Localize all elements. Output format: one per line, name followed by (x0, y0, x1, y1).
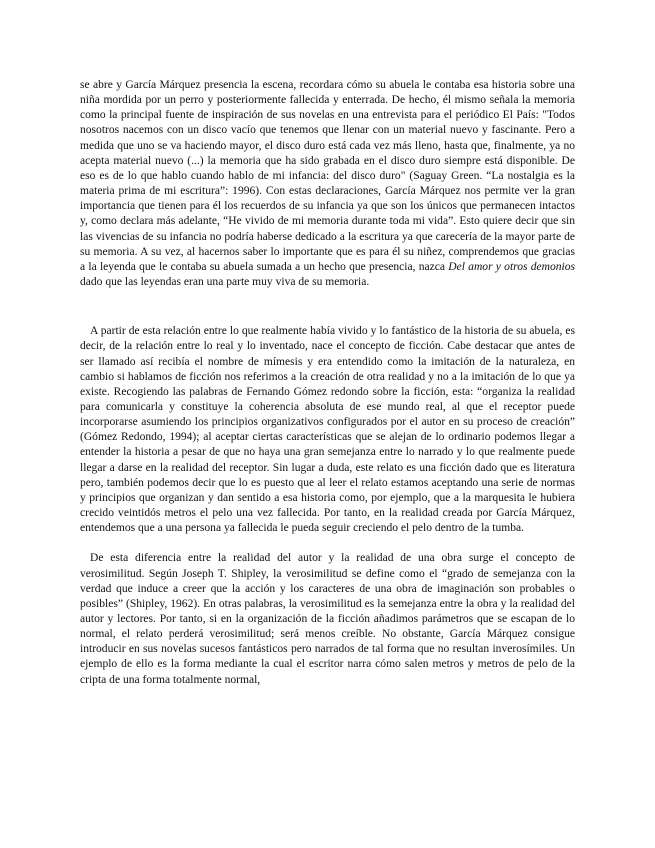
book-title: Del amor y otros demonios (448, 260, 575, 273)
paragraph-3: De esta diferencia entre la realidad del autor y la realidad de una obra surge el concepto de verosimilitud. Según Joseph T. Shipley, la verosimilitud se define como el “grado de semejanza con la verdad que induce a creer que la acción y los caracteres de una obra de imaginación son probables o posibles” (Shipley, 1962). En otras palabras, la verosimilitud es la semejanza entre la obra y la realidad del autor y lectores. Por tanto, si en la organización de la ficción añadimos parámetros que se escapan de lo normal, el relato perderá verosimilitud; será menos creíble. No obstante, García Márquez consigue introducir en sus novelas sucesos fantásticos pero narrados de tal forma que no resultan inverosímiles. Un ejemplo de ello es la forma mediante la cual el escritor narra cómo salen metros y metros de pelo de la cripta de una forma totalmente normal, (80, 552, 575, 686)
paragraph-1-text: se abre y García Márquez presencia la escena, recordara cómo su abuela le contaba esa historia sobre una niña mordida por un perro y posteriormente fallecida y enterrada. De hecho, él mismo señala la memoria como la principal fuente de inspiración de sus novelas en una entrevista para el periódico El País: "Todos nosotros nacemos con un disco vacío que tenemos que llenar con un material nuevo y fascinante. Pero a medida que uno se va haciendo mayor, el disco duro está cada vez más lleno, hasta que, finalmente, ya no acepta material nuevo (...) la memoria que ha sido grabada en el disco duro siempre está disponible. De eso es de lo que hablo cuando hablo de mi infancia: del disco duro" (Saguay Green. “La nostalgia es la materia prima de mi escritura”: 1996). Con estas declaraciones, García Márquez nos permite ver la gran importancia que tienen para él los recuerdos de su infancia ya que son los únicos que permanecen intactos y, como declara más adelante, “He vivido de mi memoria durante toda mi vida”. Esto quiere decir que sin las vivencias de su infancia no podría haberse dedicado a la escritura ya que carecería de la mayor parte de su memoria. A su vez, al hacernos saber lo importante que es para él su niñez, comprendemos que gracias a la leyenda que le contaba su abuela sumada a un hecho que presencia, nazca (80, 79, 575, 273)
paragraph-1-end: dado que las leyendas eran una parte muy viva de su memoria. (80, 276, 370, 289)
paragraph-spacer (80, 290, 575, 324)
paragraph-1 (80, 78, 575, 290)
paragraph-spacer (80, 536, 575, 551)
paragraph-2: A partir de esta relación entre lo que realmente había vivido y lo fantástico de la historia de su abuela, es decir, de la relación entre lo real y lo inventado, nace el concepto de ficción. Cabe destacar que antes de ser llamado así recibía el nombre de mímesis y era entendido como la imitación de la naturaleza, en cambio si hablamos de ficción nos referimos a la creación de otra realidad y no a la imitación de lo que ya existe. Recogiendo las palabras de Fernando Gómez redondo sobre la ficción, esta: “organiza la realidad para comunicarla y constituye la coherencia absoluta de ese mundo real, al que el receptor puede incorporarse asumiendo los principios organizativos configurados por el autor en su proceso de creación” (Gómez Redondo, 1994); al aceptar ciertas características que se alejan de lo ordinario podemos llegar a entender la historia a pesar de que no haya una gran semejanza entre lo narrado y lo que realmente puede llegar a darse en la realidad del receptor. Sin lugar a duda, este relato es una ficción dado que es literatura pero, también podemos decir que lo es puesto que al leer el relato estamos aceptando una serie de normas y principios que organizan y dan sentido a esa historia como, por ejemplo, que a la marquesita le hubiera crecido veintidós metros el pelo una vez fallecida. Por tanto, en la realidad creada por García Márquez, entendemos que a una persona ya fallecida le pueda seguir creciendo el pelo dentro de la tumba. (80, 325, 575, 535)
